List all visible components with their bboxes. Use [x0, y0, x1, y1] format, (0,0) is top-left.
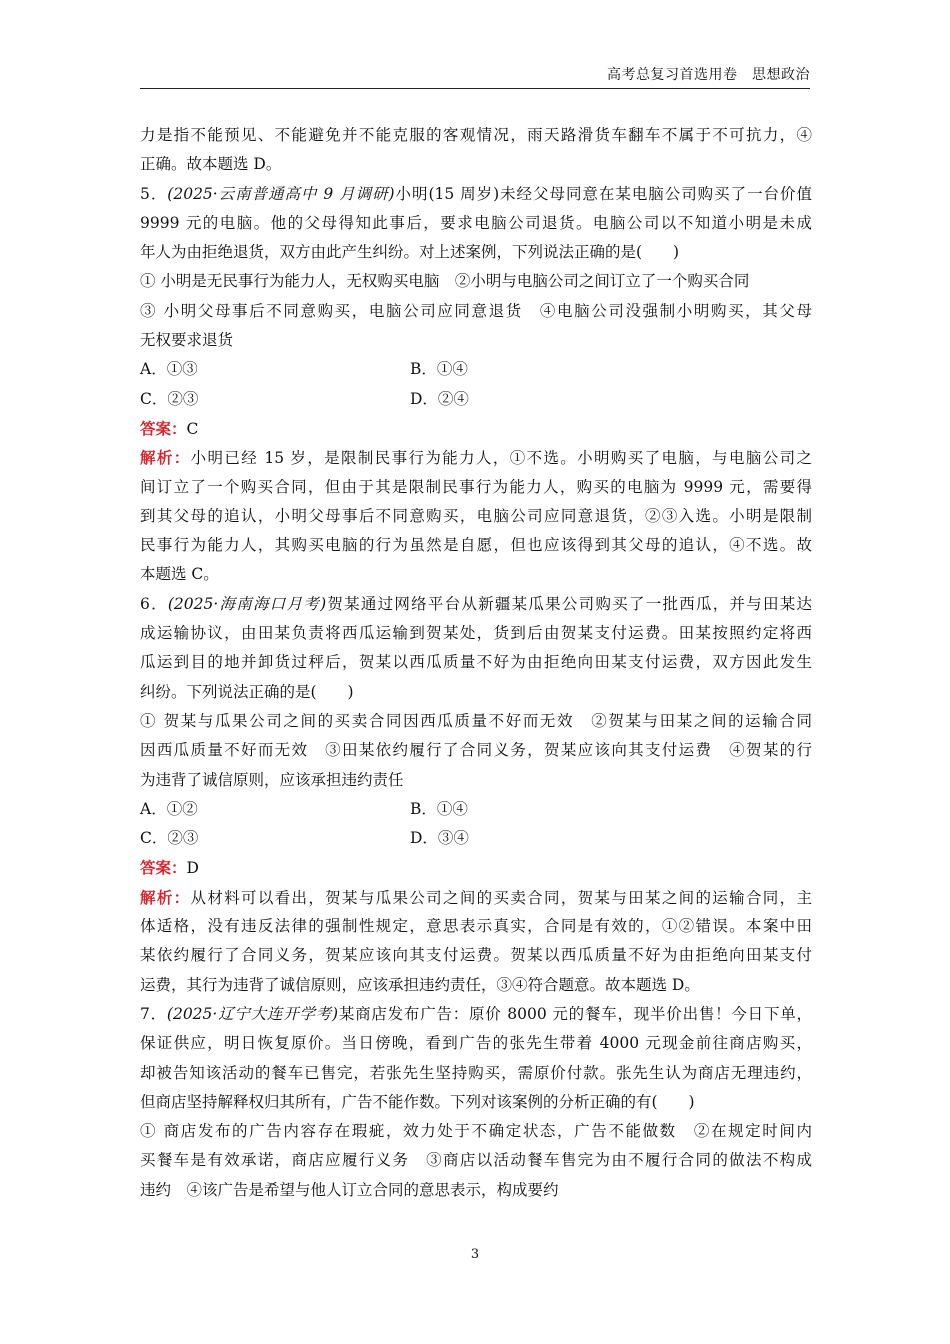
explanation-label: 解析：	[140, 887, 191, 907]
question-source: (2025·辽宁大连开学考)	[166, 1004, 339, 1023]
question-stem-line: 成运输协议，由田某负责将西瓜运输到贺某处，货到后由贺某支付运费。田某按照约定将西	[140, 624, 812, 643]
options-row	[140, 355, 812, 384]
stem-text: 贺某通过网络平台从新疆某瓜果公司购买了一批西瓜，并与田某达	[326, 594, 812, 613]
question-stem-line: 9999 元的电脑。他的父母得知此事后，要求电脑公司退货。电脑公司以不知道小明是未成	[140, 213, 812, 232]
page-body	[140, 121, 812, 1205]
question-source: (2025·海南海口月考)	[167, 594, 327, 613]
options-row	[140, 385, 812, 414]
answer-label: 答案：	[140, 858, 187, 878]
question-7	[140, 1000, 812, 1205]
option-c: C．②③	[140, 389, 199, 408]
option-d: D．③④	[410, 829, 469, 848]
statement-line: ① 商店发布的广告内容存在瑕疵，效力处于不确定状态，广告不能做数 ②在规定时间内	[140, 1122, 812, 1141]
option-a: A．①③	[140, 360, 198, 379]
options-row	[140, 824, 812, 853]
option-d: D．②④	[410, 389, 469, 408]
statement-line: ① 贺某与瓜果公司之间的买卖合同因西瓜质量不好而无效 ②贺某与田某之间的运输合同	[140, 711, 812, 730]
explanation-text: 从材料可以看出，贺某与瓜果公司之间的买卖合同，贺某与田某之间的运输合同，主	[190, 888, 812, 907]
question-source: (2025·云南普通高中 9 月调研)	[167, 184, 395, 203]
explanation-line	[140, 883, 812, 912]
question-6	[140, 590, 812, 1000]
option-b: B．①④	[410, 360, 468, 379]
explanation-line: 运费，其行为违背了诚信原则，应该承担违约责任，③④符合题意。故本题选 D。	[140, 975, 700, 994]
question-stem-line	[140, 1000, 812, 1029]
page-number: 3	[470, 1247, 480, 1262]
question-stem-line: 保证供应，明日恢复原价。当日傍晚，看到广告的张先生带着 4000 元现金前往商店购买，	[140, 1034, 812, 1053]
answer-line	[140, 414, 812, 443]
statement-line: 买餐车是有效承诺，商店应履行义务 ③商店以活动餐车售完为由不履行合同的做法不构成	[140, 1151, 812, 1170]
question-number: 7．	[140, 1004, 167, 1023]
explanation-text: 小明已经 15 岁，是限制民事行为能力人，①不选。小明购买了电脑，与电脑公司之	[190, 449, 812, 468]
explanation-line	[140, 443, 812, 472]
statement-line: 因西瓜质量不好而无效 ③田某依约履行了合同义务，贺某应该向其支付运费 ④贺某的行	[140, 741, 812, 760]
header-divider	[140, 88, 810, 89]
statement-line: ③ 小明父母事后不同意购买，电脑公司应同意退货 ④电脑公司没强制小明购买，其父母	[140, 301, 812, 320]
statement-line: ① 小明是无民事行为能力人，无权购买电脑 ②小明与电脑公司之间订立了一个购买合同	[140, 272, 750, 291]
question-number: 5．	[140, 184, 168, 203]
question-stem-line: 但商店坚持解释权归其所有，广告不能作数。下列对该案例的分析正确的有( )	[140, 1092, 695, 1111]
option-c: C．②③	[140, 829, 199, 848]
question-stem-line: 纠纷。下列说法正确的是( )	[140, 682, 354, 701]
statement-line: 为违背了诚信原则，应该承担违约责任	[140, 770, 404, 789]
statement-line: 无权要求退货	[140, 331, 234, 350]
explanation-label: 解析：	[140, 448, 191, 468]
question-stem-line: 瓜运到目的地并卸货过秤后，贺某以西瓜质量不好为由拒绝向田某支付运费，双方因此发生	[140, 653, 812, 672]
option-a: A．①②	[140, 799, 198, 818]
question-5	[140, 180, 812, 590]
question-stem-line: 年人为由拒绝退货，双方由此产生纠纷。对上述案例，下列说法正确的是( )	[140, 243, 680, 262]
question-number: 6．	[140, 594, 168, 613]
question-stem-line: 却被告知该活动的餐车已售完，若张先生坚持购买，需原价付款。张先生认为商店无理违约，	[140, 1063, 812, 1082]
answer-line	[140, 853, 812, 882]
running-header: 高考总复习首选用卷 思想政治	[607, 67, 810, 83]
stem-text: 某商店发布广告：原价 8000 元的餐车，现半价出售！今日下单，	[338, 1004, 812, 1023]
explanation-line: 间订立了一个购买合同，但由于其是限制民事行为能力人，购买的电脑为 9999 元，需要得	[140, 477, 812, 496]
explanation-line: 到其父母的追认，小明父母事后不同意购买，电脑公司应同意退货，②③入选。小明是限制	[140, 506, 812, 525]
question-stem-line	[140, 590, 812, 619]
answer-value: C	[186, 419, 199, 438]
answer-value: D	[186, 859, 199, 878]
text-line: 正确。故本题选 D。	[140, 155, 282, 174]
answer-label: 答案：	[140, 418, 187, 438]
option-b: B．①④	[410, 799, 468, 818]
options-row	[140, 795, 812, 824]
explanation-line: 本题选 C。	[140, 565, 219, 584]
explanation-line: 某依约履行了合同义务，贺某应该向其支付运费。贺某以西瓜质量不好为由拒绝向田某支付	[140, 946, 812, 965]
stem-text: 小明(15 周岁)未经父母同意在某电脑公司购买了一台价值	[394, 184, 812, 203]
explanation-line: 体适格，没有违反法律的强制性规定，意思表示真实，合同是有效的，①②错误。本案中田	[140, 917, 812, 936]
text-line: 力是指不能预见、不能避免并不能克服的客观情况，雨天路滑货车翻车不属于不可抗力，④	[140, 126, 812, 144]
question-stem-line	[140, 180, 812, 209]
statement-line: 违约 ④该广告是希望与他人订立合同的意思表示，构成要约	[140, 1180, 559, 1199]
explanation-line: 民事行为能力人，其购买电脑的行为虽然是自愿，但也应该得到其父母的追认，④不选。故	[140, 536, 812, 555]
